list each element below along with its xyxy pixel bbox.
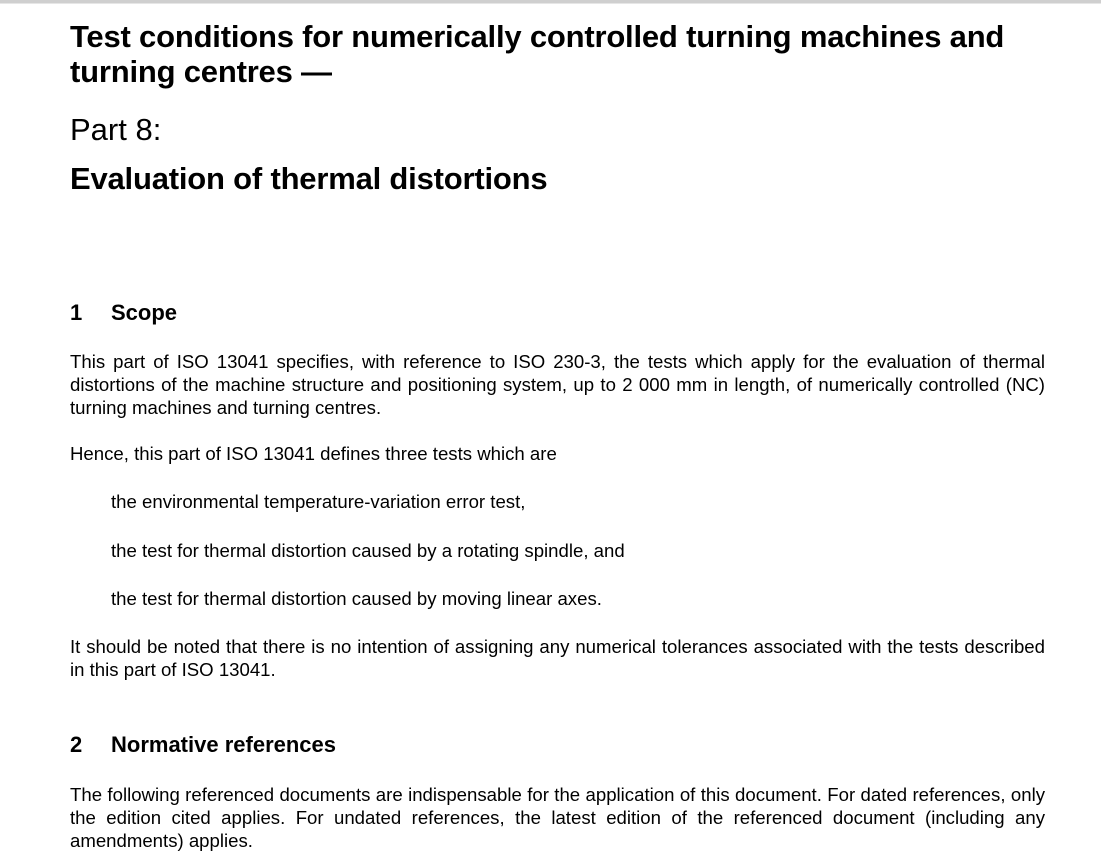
section-heading-text: Scope bbox=[111, 300, 178, 325]
list-item: the test for thermal distortion caused by a rotating spindle, and bbox=[111, 540, 625, 561]
section-number: 2 bbox=[70, 732, 83, 757]
document-subtitle: Evaluation of thermal distortions bbox=[70, 161, 548, 196]
scope-paragraph: This part of ISO 13041 specifies, with reference to ISO 230-3, the tests which apply for the evaluation of thermal distortions of the machine structure and positioning system, up to 2 000 mm in length, of numerically controlled (NC) turning machines and turning centres. bbox=[70, 351, 1045, 418]
list-item: the test for thermal distortion caused by moving linear axes. bbox=[111, 588, 602, 609]
document-page bbox=[70, 0, 1045, 851]
scope-intro-paragraph: Hence, this part of ISO 13041 defines three tests which are bbox=[70, 443, 557, 464]
list-item: the environmental temperature-variation error test, bbox=[111, 491, 526, 512]
document-title: Test conditions for numerically controlled turning machines and turning centres — bbox=[70, 19, 1005, 89]
part-label: Part 8: bbox=[70, 112, 162, 147]
section-scope-heading bbox=[70, 300, 177, 326]
section-normative-references-heading bbox=[70, 732, 336, 758]
section-heading-text: Normative references bbox=[111, 732, 337, 757]
normative-references-paragraph: The following referenced documents are indispensable for the application of this document. For dated references, only the edition cited applies. For undated references, the latest edition of the referenced document (including any amendments) applies. bbox=[70, 784, 1045, 851]
section-number: 1 bbox=[70, 300, 83, 325]
scope-note-paragraph: It should be noted that there is no intention of assigning any numerical tolerances associated with the tests described in this part of ISO 13041. bbox=[70, 636, 1045, 680]
